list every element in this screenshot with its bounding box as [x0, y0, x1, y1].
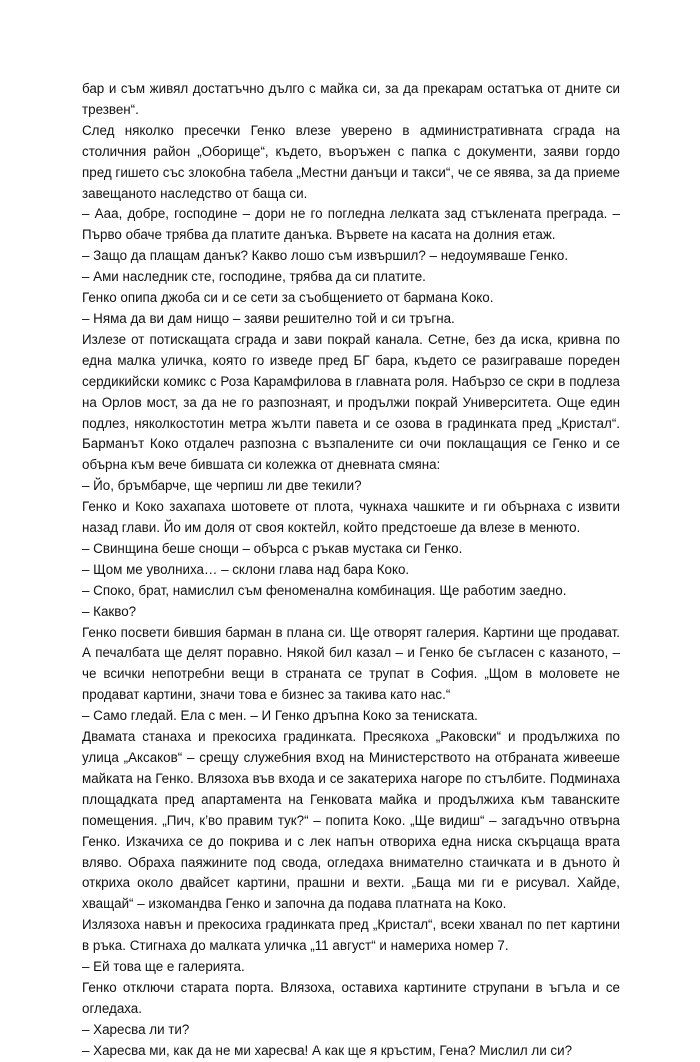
paragraph: бар и съм живял достатъчно дълго с майка си, за да прекарам остатъка от дните си трезвен“.	[82, 81, 620, 117]
dialogue-line: – Няма да ви дам нищо – заяви решително той и си тръгна.	[82, 310, 455, 326]
paragraph: След няколко пресечки Генко влезе уверено в административната сграда на столичния район „Оборище“, където, въоръжен с папка с документи, заяви гордо пред гишето със злокобна табела „Местни данъци и такси“, че се явява, за да приеме завещаното наследство от баща си.	[82, 122, 620, 201]
paragraph: Излязоха навън и прекосиха градинката пред „Кристал“, всеки хванал по пет картини в ръка. Стигнаха до малката уличка „11 август“ и намериха номер 7.	[82, 917, 620, 954]
dialogue-line: – Йо, бръмбарче, ще черпиш ли две текили?	[82, 478, 362, 494]
document-page	[82, 79, 620, 1062]
dialogue-line: – Защо да плащам данък? Какво лошо съм извършил? – недоумяваше Генко.	[82, 248, 569, 264]
dialogue-line: – Само гледай. Ела с мен. – И Генко дръпна Коко за тениската.	[82, 708, 478, 724]
paragraph: Двамата станаха и прекосиха градинката. Пресякоха „Раковски“ и продължиха по улица „Аксаков“ – срещу служебния вход на Министерството на отбраната живееше майката на Генко. Влязоха във входа и се закатериха нагоре по стълбите. Подминаха площадката пред апартамента на Генковата майка и продължиха към таванските помещения. „Пич, к’во правим тук?“ – попита Коко. „Ще видиш“ – загадъчно отвърна Генко. Изкачиха се до покрива и с лек напън отвориха една ниска скърцаща врата вляво. Обраха паяжините под свода, огледаха внимателно стаичката и в дъното ѝ откриха около двайсет картини, прашни и вехти. „Баща ми ги е рисувал. Хайде, хващай“ – изкомандва Генко и започна да подава платната на Коко.	[82, 729, 620, 912]
paragraph: Генко отключи старата порта. Влязоха, оставиха картините струпани в ъгъла и се огледаха.	[82, 979, 620, 1016]
dialogue-line: – Ей това ще е галерията.	[82, 959, 245, 975]
dialogue-line: – Ааа, добре, господине – дори не го погледна лелката зад стъклената преграда. – Първо обаче трябва да платите данъка. Вървете на касата на долния етаж.	[82, 206, 620, 243]
paragraph: Генко опипа джоба си и се сети за съобщението от бармана Коко.	[82, 290, 494, 306]
dialogue-line: – Ами наследник сте, господине, трябва да си платите.	[82, 269, 426, 285]
dialogue-line: – Щом ме уволниха… – склони глава над бара Коко.	[82, 561, 410, 577]
dialogue-line: – Харесва ми, как да не ми харесва! А как ще я кръстим, Гена? Мислил ли си?	[82, 1042, 573, 1058]
dialogue-line: – Споко, брат, намислил съм феноменална комбинация. Ще работим заедно.	[82, 582, 567, 598]
paragraph: Генко посвети бившия барман в плана си. Ще отворят галерия. Картини ще продават. А печалбата ще делят поравно. Някой бил казал – и Генко бе съгласен с казаното, – че всички непотребни вещи в страната се трупат в София. „Щом в моловете не продават картини, значи това е бизнес за такива като нас.“	[82, 624, 620, 703]
dialogue-line: – Какво?	[82, 603, 137, 619]
dialogue-line: – Свинщина беше снощи – обърса с ръкав мустака си Генко.	[82, 540, 463, 556]
paragraph: Излезе от потискащата сграда и зави покрай канала. Сетне, без да иска, кривна по една малка уличка, която го изведе пред БГ бара, където се разиграваше пореден сердикийски комикс с Роза Карамфилова в главната роля. Набързо се скри в подлеза на Орлов мост, за да не го разпознаят, и продължи покрай Университета. Още един подлез, няколкостотин метра жълти павета и се озова в градинката пред „Кристал“. Барманът Коко отдалеч разпозна с възпалените си очи поклащащия се Генко и се обърна към вече бившата си колежка от дневната смяна:	[82, 331, 620, 473]
dialogue-line: – Харесва ли ти?	[82, 1021, 190, 1037]
paragraph: Генко и Коко захапаха шотовете от плота, чукнаха чашките и ги обърнаха с извити назад глави. Йо им доля от своя коктейл, който предстоеше да влезе в менюто.	[82, 499, 620, 536]
